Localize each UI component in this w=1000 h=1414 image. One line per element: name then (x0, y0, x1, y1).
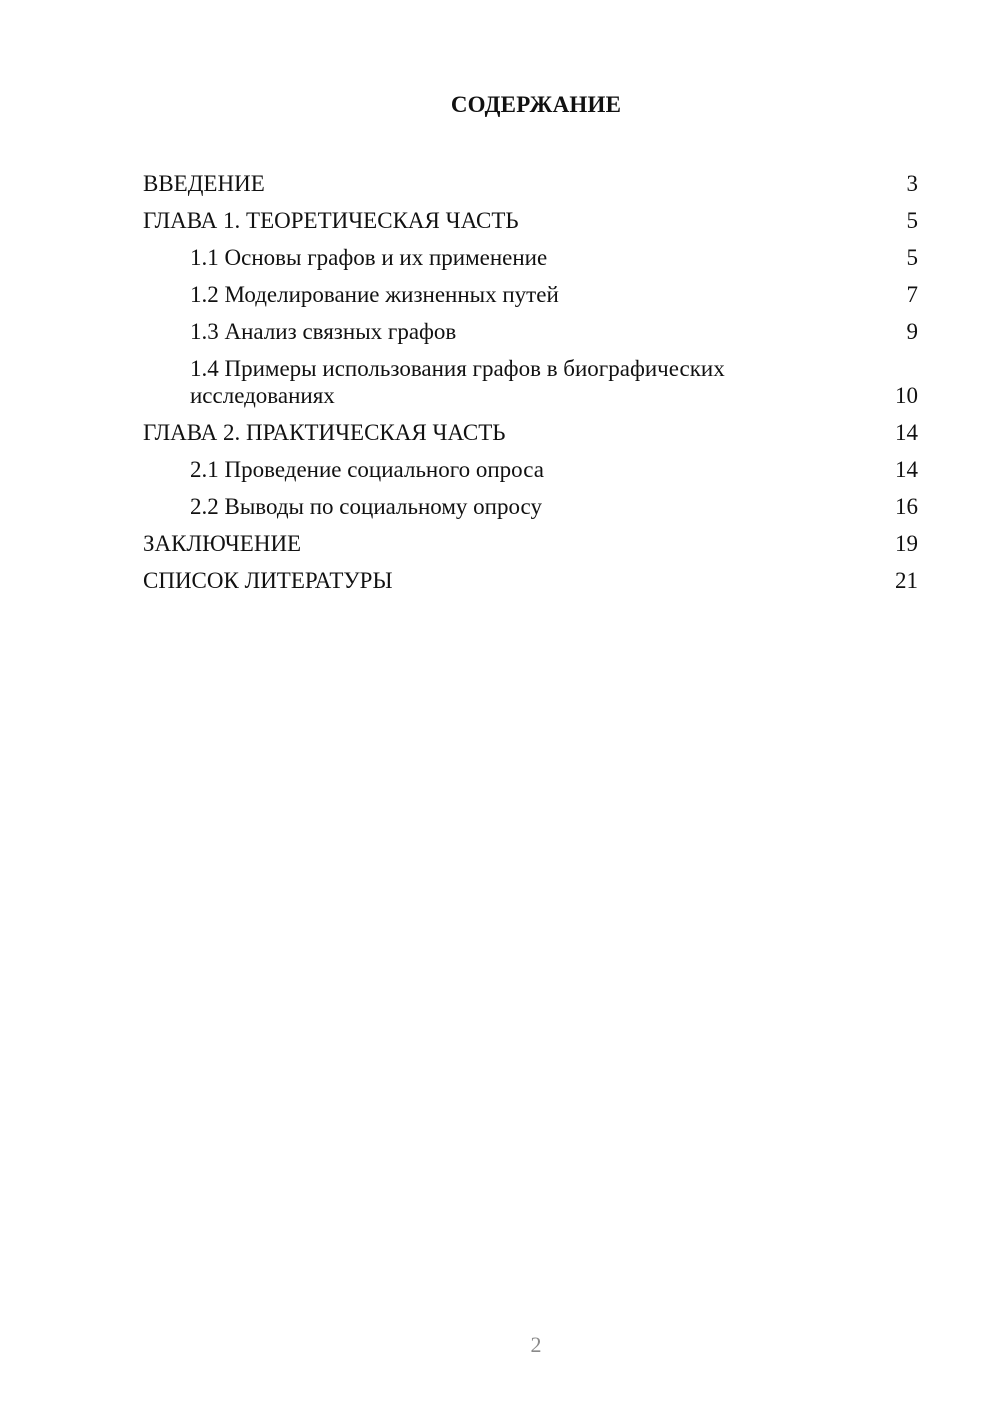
toc-entry-1-3[interactable] (143, 318, 918, 345)
toc-entry-text: СПИСОК ЛИТЕРАТУРЫ (143, 568, 393, 593)
toc-entry-text: 1.1 Основы графов и их применение (190, 245, 548, 270)
toc-entry-text: ЗАКЛЮЧЕНИЕ (143, 531, 302, 556)
toc-entry-text: ГЛАВА 2. ПРАКТИЧЕСКАЯ ЧАСТЬ (143, 420, 506, 445)
toc-entry-page: 14 (895, 420, 918, 445)
toc-entry-page: 19 (895, 531, 918, 556)
toc-entry-text: 1.4 Примеры использования графов в биографических исследованиях (190, 356, 725, 408)
toc-entry-text: ВВЕДЕНИЕ (143, 171, 265, 196)
toc-entry-1-2[interactable] (143, 281, 918, 308)
toc-title: СОДЕРЖАНИЕ (450, 92, 622, 117)
toc-entry-text: 1.3 Анализ связных графов (190, 319, 457, 344)
toc-entry-page: 3 (906, 171, 918, 196)
toc-entry-2-2[interactable] (143, 493, 918, 520)
toc-entry-2-1[interactable] (143, 456, 918, 483)
toc-entry-page: 10 (895, 383, 918, 408)
toc-entry-page: 21 (895, 568, 918, 593)
toc-entry-page: 7 (906, 282, 918, 307)
toc-entry-introduction[interactable] (143, 170, 918, 197)
toc-entry-chapter-2[interactable] (143, 419, 918, 446)
toc-entry-page: 5 (906, 208, 918, 233)
toc-entry-references[interactable] (143, 567, 918, 594)
toc-entry-text: ГЛАВА 1. ТЕОРЕТИЧЕСКАЯ ЧАСТЬ (143, 208, 519, 233)
toc-entry-page: 16 (895, 494, 918, 519)
table-of-contents (143, 170, 918, 604)
page-number: 2 (530, 1332, 542, 1357)
toc-entry-text: 1.2 Моделирование жизненных путей (190, 282, 559, 307)
toc-entry-page: 14 (895, 457, 918, 482)
toc-entry-page: 9 (906, 319, 918, 344)
toc-entry-conclusion[interactable] (143, 530, 918, 557)
toc-entry-text: 2.2 Выводы по социальному опросу (190, 494, 542, 519)
toc-entry-text: 2.1 Проведение социального опроса (190, 457, 544, 482)
toc-entry-page: 5 (906, 245, 918, 270)
toc-entry-1-4[interactable] (143, 355, 918, 409)
toc-entry-chapter-1[interactable] (143, 207, 918, 234)
toc-entry-1-1[interactable] (143, 244, 918, 271)
